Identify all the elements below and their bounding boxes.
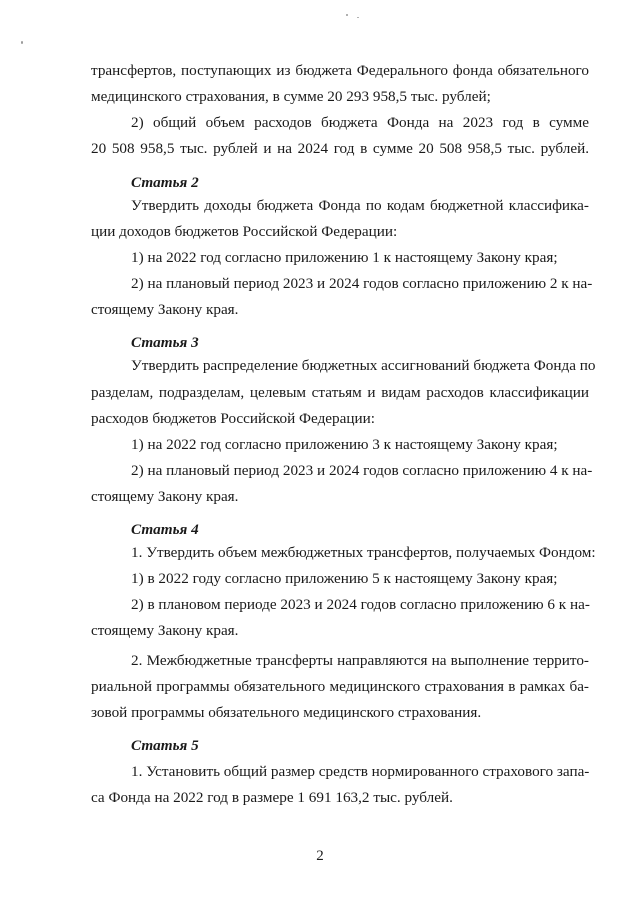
- scan-speck: [21, 41, 23, 44]
- body-line: 2) на плановый период 2023 и 2024 годов согласно приложению 2 к на-: [131, 275, 593, 292]
- body-line: 2) в плановом периоде 2023 и 2024 годов согласно приложению 6 к на-: [131, 596, 590, 613]
- body-line: 1. Утвердить объем межбюджетных трансфертов, получаемых Фондом:: [131, 544, 596, 561]
- body-line: зовой программы обязательного медицинского страхования.: [91, 704, 482, 721]
- body-line: разделам, подразделам, целевым статьям и видам расходов классификации: [91, 384, 589, 401]
- body-line: медицинского страхования, в сумме 20 293 958,5 тыс. рублей;: [91, 88, 491, 105]
- body-line: 1) на 2022 год согласно приложению 1 к настоящему Закону края;: [131, 249, 558, 266]
- body-line: 20 508 958,5 тыс. рублей и на 2024 год в сумме 20 508 958,5 тыс. рублей.: [91, 140, 589, 157]
- body-line: Утвердить распределение бюджетных ассигнований бюджета Фонда по: [131, 357, 596, 374]
- body-line: 2) на плановый период 2023 и 2024 годов согласно приложению 4 к на-: [131, 462, 593, 479]
- article-heading: Статья 2: [131, 174, 199, 191]
- body-line: стоящему Закону края.: [91, 622, 239, 639]
- scan-speck: [357, 17, 359, 18]
- body-line: ции доходов бюджетов Российской Федерации:: [91, 223, 398, 240]
- body-line: 1) в 2022 году согласно приложению 5 к настоящему Закону края;: [131, 570, 558, 587]
- article-heading: Статья 5: [131, 737, 199, 754]
- article-heading: Статья 4: [131, 521, 199, 538]
- body-line: расходов бюджетов Российской Федерации:: [91, 410, 375, 427]
- scan-speck: [346, 14, 348, 16]
- body-line: 1) на 2022 год согласно приложению 3 к настоящему Закону края;: [131, 436, 558, 453]
- body-line: 1. Установить общий размер средств нормированного страхового запа-: [131, 763, 590, 780]
- body-line: стоящему Закону края.: [91, 488, 239, 505]
- body-line: 2. Межбюджетные трансферты направляются на выполнение террито-: [131, 652, 589, 669]
- body-line: трансфертов, поступающих из бюджета Федерального фонда обязательного: [91, 62, 589, 79]
- body-line: стоящему Закону края.: [91, 301, 239, 318]
- article-heading: Статья 3: [131, 334, 199, 351]
- body-line: Утвердить доходы бюджета Фонда по кодам бюджетной классифика-: [131, 197, 589, 214]
- body-line: са Фонда на 2022 год в размере 1 691 163,2 тыс. рублей.: [91, 789, 453, 806]
- page-number: 2: [316, 848, 324, 864]
- body-line: 2) общий объем расходов бюджета Фонда на 2023 год в сумме: [131, 114, 589, 131]
- body-line: риальной программы обязательного медицинского страхования в рамках ба-: [91, 678, 589, 695]
